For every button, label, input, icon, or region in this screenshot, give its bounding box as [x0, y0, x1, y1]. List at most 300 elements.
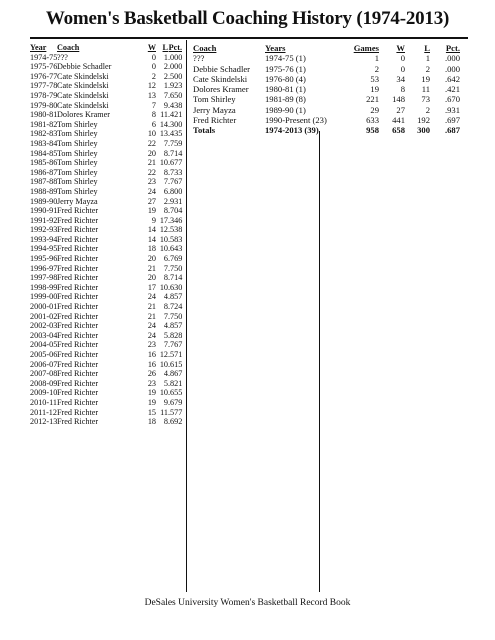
page-footer: DeSales University Women's Basketball Record Book	[144, 598, 351, 608]
header-year: Year	[30, 43, 47, 52]
season-losses: 8	[163, 206, 168, 216]
table-row	[30, 417, 182, 427]
season-losses: 10	[159, 158, 168, 168]
season-year: 1987-88	[30, 177, 58, 187]
season-coach: Jerry Mayza	[57, 196, 98, 206]
coach-years: 1975-76 (1)	[265, 63, 306, 74]
season-losses: 10	[159, 388, 168, 398]
title-rule	[30, 37, 468, 39]
coach-name: ???	[193, 53, 205, 64]
season-coach: Tom Shirley	[57, 186, 98, 196]
season-coach: Fred Richter	[57, 292, 99, 302]
coach-games: 29	[370, 104, 379, 115]
season-coach: Fred Richter	[57, 330, 99, 340]
season-coach: Tom Shirley	[57, 167, 98, 177]
table-row	[193, 94, 463, 104]
season-year: 1991-92	[30, 215, 58, 225]
season-losses: 7	[163, 177, 168, 187]
season-pct: .583	[168, 234, 183, 244]
header-pct: Pct.	[445, 43, 460, 53]
season-pct: .500	[168, 71, 183, 81]
season-year: 1988-89	[30, 186, 58, 196]
season-wins: 27	[147, 196, 156, 206]
table-row	[30, 283, 182, 293]
header-w: W	[147, 43, 156, 52]
season-wins: 14	[147, 225, 156, 235]
coach-pct: .421	[444, 84, 460, 95]
season-coach: Fred Richter	[57, 282, 99, 292]
season-pct: .800	[168, 186, 183, 196]
season-pct: .435	[168, 129, 183, 139]
season-year: 2006-07	[30, 359, 58, 369]
season-losses: 14	[159, 119, 168, 129]
season-pct: .655	[168, 388, 183, 398]
season-pct: .857	[168, 321, 183, 331]
season-year: 1979-80	[30, 100, 58, 110]
season-coach: Fred Richter	[57, 244, 99, 254]
coach-table-header	[193, 43, 463, 53]
season-losses: 8	[163, 273, 168, 283]
season-year: 1992-93	[30, 225, 58, 235]
table-row	[193, 105, 463, 115]
season-coach: Fred Richter	[57, 225, 99, 235]
coach-games: 53	[370, 73, 379, 84]
season-coach: Fred Richter	[57, 234, 99, 244]
season-losses: 1	[163, 52, 168, 62]
coach-games: 633	[366, 115, 379, 126]
season-pct: .630	[168, 282, 183, 292]
season-year: 1982-83	[30, 129, 58, 139]
coach-pct: .670	[444, 94, 460, 105]
season-pct: .828	[168, 330, 183, 340]
season-coach: Tom Shirley	[57, 119, 98, 129]
season-losses: 7	[163, 340, 168, 350]
season-coach: Fred Richter	[57, 417, 99, 427]
coach-losses: 19	[421, 73, 430, 84]
coach-name: Cate Skindelski	[193, 73, 248, 84]
season-by-season-table	[30, 43, 182, 427]
season-year: 1994-95	[30, 244, 58, 254]
season-losses: 9	[163, 397, 168, 407]
table-row	[30, 408, 182, 418]
coach-pct: .642	[444, 73, 460, 84]
season-year: 2010-11	[30, 397, 57, 407]
table-row	[30, 177, 182, 187]
coach-years: 1976-80 (4)	[265, 73, 306, 84]
season-losses: 9	[163, 100, 168, 110]
header-coach: Coach	[57, 43, 80, 52]
season-coach: Fred Richter	[57, 311, 99, 321]
table-row	[30, 101, 182, 111]
season-losses: 8	[163, 148, 168, 158]
season-year: 2003-04	[30, 330, 58, 340]
season-pct: .867	[168, 369, 183, 379]
season-pct: .704	[168, 206, 183, 216]
table-row	[30, 254, 182, 264]
season-wins: 18	[147, 244, 156, 254]
season-year: 1983-84	[30, 138, 58, 148]
season-losses: 6	[163, 254, 168, 264]
season-coach: Fred Richter	[57, 350, 99, 359]
page-title: Women's Basketball Coaching History (1974-2013)	[45, 8, 450, 29]
season-coach: Tom Shirley	[57, 148, 98, 158]
totals-label: Totals	[193, 125, 216, 136]
season-wins: 10	[147, 129, 156, 139]
season-losses: 10	[159, 234, 168, 244]
coach-name: Tom Shirley	[193, 94, 236, 105]
season-year: 2005-06	[30, 350, 58, 359]
season-pct: .300	[168, 119, 183, 129]
table-row	[30, 235, 182, 245]
season-pct: .767	[168, 177, 183, 187]
season-coach: Debbie Schadler	[57, 62, 112, 72]
season-year: 1998-99	[30, 282, 58, 292]
season-year: 1997-98	[30, 273, 58, 283]
season-year: 1989-90	[30, 196, 58, 206]
season-losses: 11	[160, 407, 168, 417]
totals-row	[193, 125, 463, 135]
season-year: 1980-81	[30, 110, 58, 120]
season-pct: .577	[168, 407, 183, 417]
season-coach: Fred Richter	[57, 302, 99, 312]
season-pct: .438	[168, 100, 183, 110]
season-table-body	[30, 53, 182, 427]
season-year: 1985-86	[30, 158, 58, 168]
table-row	[193, 115, 463, 125]
coach-name: Dolores Kramer	[193, 84, 249, 95]
season-losses: 5	[163, 378, 168, 388]
table-row	[30, 168, 182, 178]
season-pct: .714	[168, 148, 183, 158]
table-row	[30, 302, 182, 312]
header-l: L	[162, 43, 168, 52]
season-wins: 22	[147, 167, 156, 177]
season-coach: Fred Richter	[57, 321, 99, 331]
table-row	[193, 53, 463, 63]
season-coach: Cate Skindelski	[57, 100, 109, 110]
season-losses: 7	[163, 138, 168, 148]
season-coach: Fred Richter	[57, 397, 99, 407]
table-row	[30, 350, 182, 360]
season-coach: Fred Richter	[57, 254, 99, 264]
coach-years: 1989-90 (1)	[265, 104, 306, 115]
coach-games: 19	[370, 84, 379, 95]
table-row	[30, 398, 182, 408]
coach-losses: 1	[425, 53, 430, 64]
season-pct: .643	[168, 244, 183, 254]
season-coach: Cate Skindelski	[57, 81, 109, 91]
header-pct: Pct.	[168, 43, 182, 52]
totals-w: 658	[392, 125, 405, 136]
coach-losses: 11	[421, 84, 430, 95]
season-year: 1995-96	[30, 254, 58, 264]
season-losses: 12	[159, 225, 168, 235]
season-wins: 19	[147, 388, 156, 398]
season-wins: 0	[151, 62, 156, 72]
season-year: 1974-75	[30, 52, 58, 62]
coach-summary-table	[193, 43, 463, 136]
table-row	[193, 84, 463, 94]
season-losses: 12	[159, 350, 168, 359]
season-pct: .714	[168, 273, 183, 283]
season-pct: .931	[168, 196, 183, 206]
season-losses: 10	[159, 244, 168, 254]
table-row	[30, 72, 182, 82]
season-wins: 21	[147, 158, 156, 168]
season-losses: 17	[159, 215, 168, 225]
season-wins: 6	[151, 119, 156, 129]
season-losses: 4	[163, 292, 168, 302]
season-wins: 24	[147, 292, 156, 302]
season-pct: .615	[168, 359, 183, 369]
season-coach: Fred Richter	[57, 206, 99, 216]
season-wins: 23	[147, 177, 156, 187]
coach-games: 1	[374, 53, 379, 64]
season-pct: .679	[168, 397, 183, 407]
table-row	[30, 321, 182, 331]
table-row	[30, 149, 182, 159]
season-year: 2002-03	[30, 321, 58, 331]
season-year: 1984-85	[30, 148, 58, 158]
season-wins: 22	[147, 138, 156, 148]
season-wins: 8	[151, 110, 156, 120]
season-losses: 13	[159, 129, 168, 139]
season-pct: .538	[168, 225, 183, 235]
table-row	[30, 206, 182, 216]
season-coach: Fred Richter	[57, 407, 99, 417]
coach-wins: 8	[400, 84, 405, 95]
table-row	[30, 187, 182, 197]
season-losses: 8	[163, 302, 168, 312]
season-wins: 21	[147, 311, 156, 321]
season-pct: .677	[168, 158, 183, 168]
coach-pct: .931	[444, 104, 460, 115]
season-year: 2008-09	[30, 378, 58, 388]
season-wins: 20	[147, 273, 156, 283]
season-wins: 23	[147, 340, 156, 350]
season-wins: 20	[147, 254, 156, 264]
table-row	[30, 273, 182, 283]
season-pct: .650	[168, 90, 183, 100]
season-year: 1977-78	[30, 81, 58, 91]
season-year: 1975-76	[30, 62, 58, 72]
season-losses: 10	[159, 282, 168, 292]
season-year: 2011-12	[30, 407, 57, 417]
coach-wins: 148	[392, 94, 405, 105]
season-pct: .750	[168, 263, 183, 273]
season-wins: 9	[151, 215, 156, 225]
season-losses: 2	[163, 196, 168, 206]
table-row	[30, 139, 182, 149]
season-losses: 7	[163, 311, 168, 321]
season-pct: .857	[168, 292, 183, 302]
season-coach: Tom Shirley	[57, 138, 98, 148]
season-pct: .750	[168, 311, 183, 321]
season-coach: Fred Richter	[57, 340, 99, 350]
season-losses: 8	[163, 167, 168, 177]
season-losses: 1	[163, 81, 168, 91]
season-pct: .821	[168, 378, 183, 388]
header-coach: Coach	[193, 43, 217, 53]
season-coach: Fred Richter	[57, 369, 99, 379]
season-losses: 11	[160, 110, 168, 120]
season-coach: Cate Skindelski	[57, 90, 109, 100]
season-losses: 4	[163, 321, 168, 331]
coach-wins: 34	[396, 73, 405, 84]
coach-losses: 73	[421, 94, 430, 105]
table-row	[30, 110, 182, 120]
table-row	[193, 64, 463, 74]
season-losses: 7	[163, 263, 168, 273]
coach-games: 221	[366, 94, 379, 105]
season-year: 1978-79	[30, 90, 58, 100]
season-wins: 13	[147, 90, 156, 100]
table-row	[30, 53, 182, 63]
season-wins: 19	[147, 206, 156, 216]
totals-l: 300	[417, 125, 430, 136]
season-wins: 26	[147, 369, 156, 379]
season-year: 1976-77	[30, 71, 58, 81]
table-row	[30, 369, 182, 379]
season-pct: .767	[168, 340, 183, 350]
season-pct: .692	[168, 417, 183, 427]
season-coach: Fred Richter	[57, 273, 99, 283]
season-pct: .421	[168, 110, 183, 120]
season-year: 2000-01	[30, 302, 58, 312]
season-losses: 8	[163, 417, 168, 427]
coach-losses: 2	[425, 63, 430, 74]
season-coach: Tom Shirley	[57, 177, 98, 187]
header-w: W	[396, 43, 405, 53]
season-year: 2012-13	[30, 417, 58, 427]
season-pct: .923	[168, 81, 183, 91]
coach-wins: 0	[400, 53, 405, 64]
season-year: 1981-82	[30, 119, 58, 129]
table-row	[30, 388, 182, 398]
season-wins: 15	[147, 407, 156, 417]
coach-wins: 441	[392, 115, 405, 126]
coach-pct: .000	[444, 53, 460, 64]
season-pct: .000	[168, 62, 183, 72]
totals-years: 1974-2013 (39)	[265, 125, 319, 136]
season-year: 1993-94	[30, 234, 58, 244]
season-coach: Dolores Kramer	[57, 110, 110, 120]
season-coach: Fred Richter	[57, 215, 99, 225]
coach-years: 1981-89 (8)	[265, 94, 306, 105]
table-row	[30, 379, 182, 389]
season-coach: Tom Shirley	[57, 158, 98, 168]
table-row	[30, 292, 182, 302]
table-row	[193, 74, 463, 84]
season-losses: 4	[163, 369, 168, 379]
table-row	[30, 120, 182, 130]
column-divider	[186, 40, 187, 592]
season-pct: .346	[168, 215, 183, 225]
table-row	[30, 331, 182, 341]
coach-games: 2	[374, 63, 379, 74]
season-year: 2007-08	[30, 369, 58, 379]
header-years: Years	[265, 43, 286, 53]
table-row	[30, 129, 182, 139]
season-wins: 19	[147, 397, 156, 407]
season-losses: 5	[163, 330, 168, 340]
table-row	[30, 244, 182, 254]
table-row	[30, 340, 182, 350]
season-year: 2009-10	[30, 388, 58, 398]
season-pct: .571	[168, 350, 183, 359]
season-year: 2001-02	[30, 311, 58, 321]
season-losses: 2	[163, 71, 168, 81]
season-losses: 6	[163, 186, 168, 196]
season-wins: 12	[147, 81, 156, 91]
coach-table-body	[193, 53, 463, 125]
season-year: 1999-00	[30, 292, 58, 302]
header-games: Games	[353, 43, 379, 53]
header-l: L	[424, 43, 430, 53]
season-wins: 2	[151, 71, 156, 81]
table-row	[30, 197, 182, 207]
coach-losses: 192	[417, 115, 430, 126]
table-row	[30, 264, 182, 274]
coach-years: 1990-Present (23)	[265, 115, 327, 126]
season-year: 1996-97	[30, 263, 58, 273]
season-losses: 10	[159, 359, 168, 369]
coach-years: 1980-81 (1)	[265, 84, 306, 95]
season-wins: 14	[147, 234, 156, 244]
season-wins: 24	[147, 186, 156, 196]
season-pct: .759	[168, 138, 183, 148]
coach-losses: 2	[425, 104, 430, 115]
totals-pct: .687	[444, 125, 460, 136]
season-pct: .769	[168, 254, 183, 264]
season-coach: Cate Skindelski	[57, 71, 109, 81]
coach-name: Debbie Schadler	[193, 63, 251, 74]
season-losses: 7	[163, 90, 168, 100]
season-wins: 21	[147, 263, 156, 273]
season-wins: 24	[147, 330, 156, 340]
season-wins: 0	[151, 52, 156, 62]
table-row	[30, 62, 182, 72]
table-row	[30, 360, 182, 370]
coach-pct: .697	[444, 115, 460, 126]
season-year: 1986-87	[30, 167, 58, 177]
season-losses: 2	[163, 62, 168, 72]
coach-years: 1974-75 (1)	[265, 53, 306, 64]
season-wins: 16	[147, 359, 156, 369]
season-coach: Tom Shirley	[57, 129, 98, 139]
season-coach: Fred Richter	[57, 388, 99, 398]
season-wins: 17	[147, 282, 156, 292]
season-coach: Fred Richter	[57, 378, 99, 388]
season-wins: 7	[151, 100, 156, 110]
season-table-header	[30, 43, 182, 53]
season-wins: 18	[147, 417, 156, 427]
season-wins: 21	[147, 302, 156, 312]
season-year: 2004-05	[30, 340, 58, 350]
column-divider-right	[319, 131, 320, 592]
season-pct: .733	[168, 167, 183, 177]
table-row	[30, 158, 182, 168]
season-wins: 20	[147, 148, 156, 158]
table-row	[30, 81, 182, 91]
season-pct: .000	[168, 52, 183, 62]
coach-pct: .000	[444, 63, 460, 74]
season-wins: 24	[147, 321, 156, 331]
season-coach: Fred Richter	[57, 359, 99, 369]
season-coach: Fred Richter	[57, 263, 99, 273]
table-row	[30, 216, 182, 226]
table-row	[30, 91, 182, 101]
